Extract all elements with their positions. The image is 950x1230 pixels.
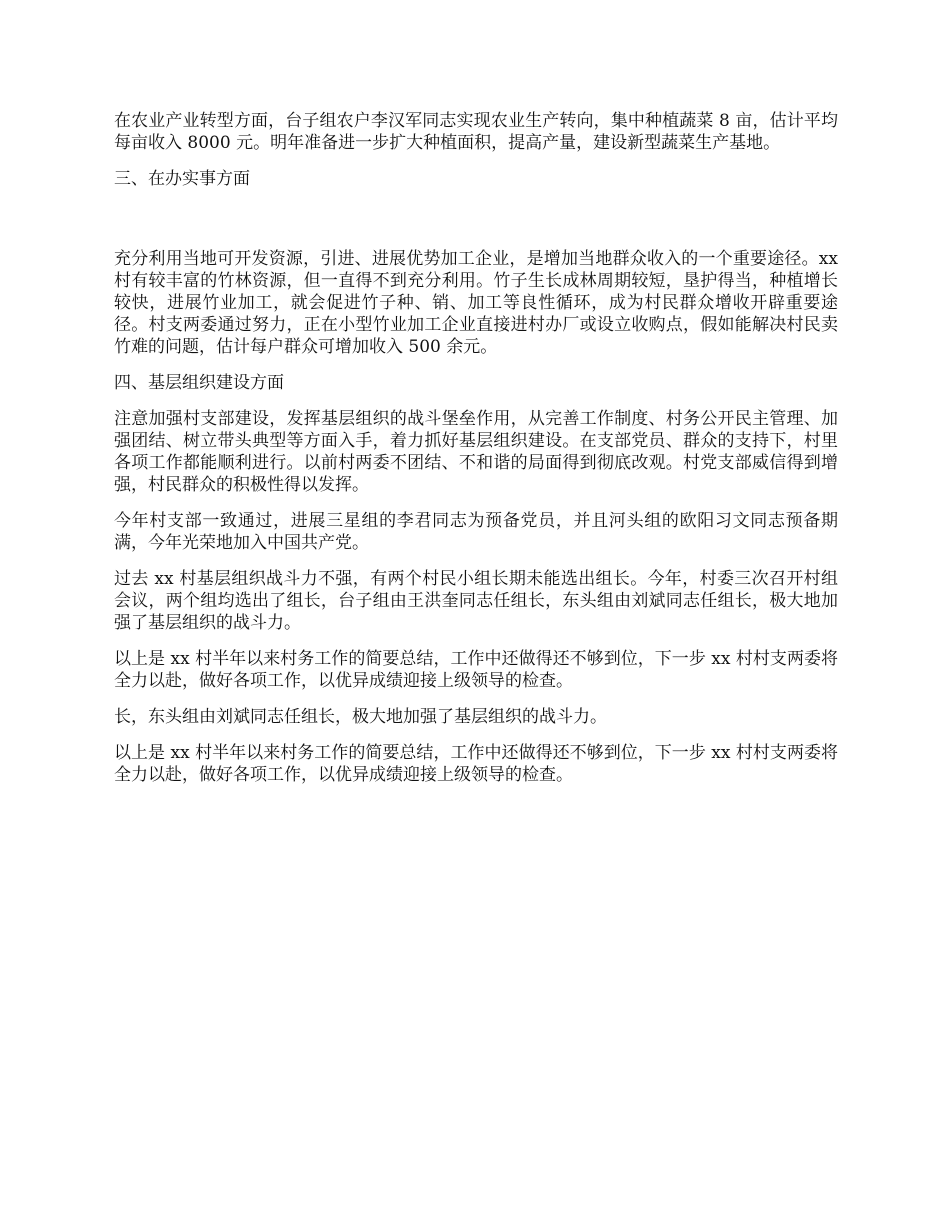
document-page [114, 110, 838, 800]
blank-space [114, 204, 838, 248]
section-heading-practical-affairs: 三、在办实事方面 [114, 169, 250, 189]
paragraph-group-leaders: 过去 xx 村基层组织战斗力不强，有两个村民小组长期未能选出组长。今年，村委三次召开村组会议，两个组均选出了组长，台子组由王洪奎同志任组长，东头组由刘斌同志任组长，极大地加强了基层组织的战斗力。 [114, 569, 838, 633]
section-heading-grassroots-organization: 四、基层组织建设方面 [114, 373, 284, 393]
paragraph-summary: 以上是 xx 村半年以来村务工作的简要总结，工作中还做得还不够到位，下一步 xx 村村支两委将全力以赴，做好各项工作，以优异成绩迎接上级领导的检查。 [114, 649, 838, 691]
paragraph-party-members: 今年村支部一致通过，进展三星组的李君同志为预备党员，并且河头组的欧阳习文同志预备期满，今年光荣地加入中国共产党。 [114, 511, 838, 553]
paragraph-party-branch-building: 注意加强村支部建设，发挥基层组织的战斗堡垒作用，从完善工作制度、村务公开民主管理、加强团结、树立带头典型等方面入手，着力抓好基层组织建设。在支部党员、群众的支持下，村里各项工作都能顺利进行。以前村两委不团结、不和谐的局面得到彻底改观。村党支部威信得到增强，村民群众的积极性得以发挥。 [114, 409, 838, 495]
paragraph-repeated-fragment: 长，东头组由刘斌同志任组长，极大地加强了基层组织的战斗力。 [114, 707, 607, 727]
paragraph-bamboo-resources: 充分利用当地可开发资源，引进、进展优势加工企业，是增加当地群众收入的一个重要途径。xx 村有较丰富的竹林资源，但一直得不到充分利用。竹子生长成林周期较短，垦护得当，种植增长较快，进展竹业加工，就会促进竹子种、销、加工等良性循环，成为村民群众增收开辟重要途径。村支两委通过努力，正在小型竹业加工企业直接进村办厂或设立收购点，假如能解决村民卖竹难的问题，估计每户群众可增加收入 500 余元。 [114, 249, 838, 357]
paragraph-summary-repeat: 以上是 xx 村半年以来村务工作的简要总结，工作中还做得还不够到位，下一步 xx 村村支两委将全力以赴，做好各项工作，以优异成绩迎接上级领导的检查。 [114, 743, 838, 785]
paragraph-agriculture-transition: 在农业产业转型方面，台子组农户李汉军同志实现农业生产转向，集中种植蔬菜 8 亩，估计平均每亩收入 8000 元。明年准备进一步扩大种植面积，提高产量，建设新型蔬菜生产基地。 [114, 111, 838, 153]
